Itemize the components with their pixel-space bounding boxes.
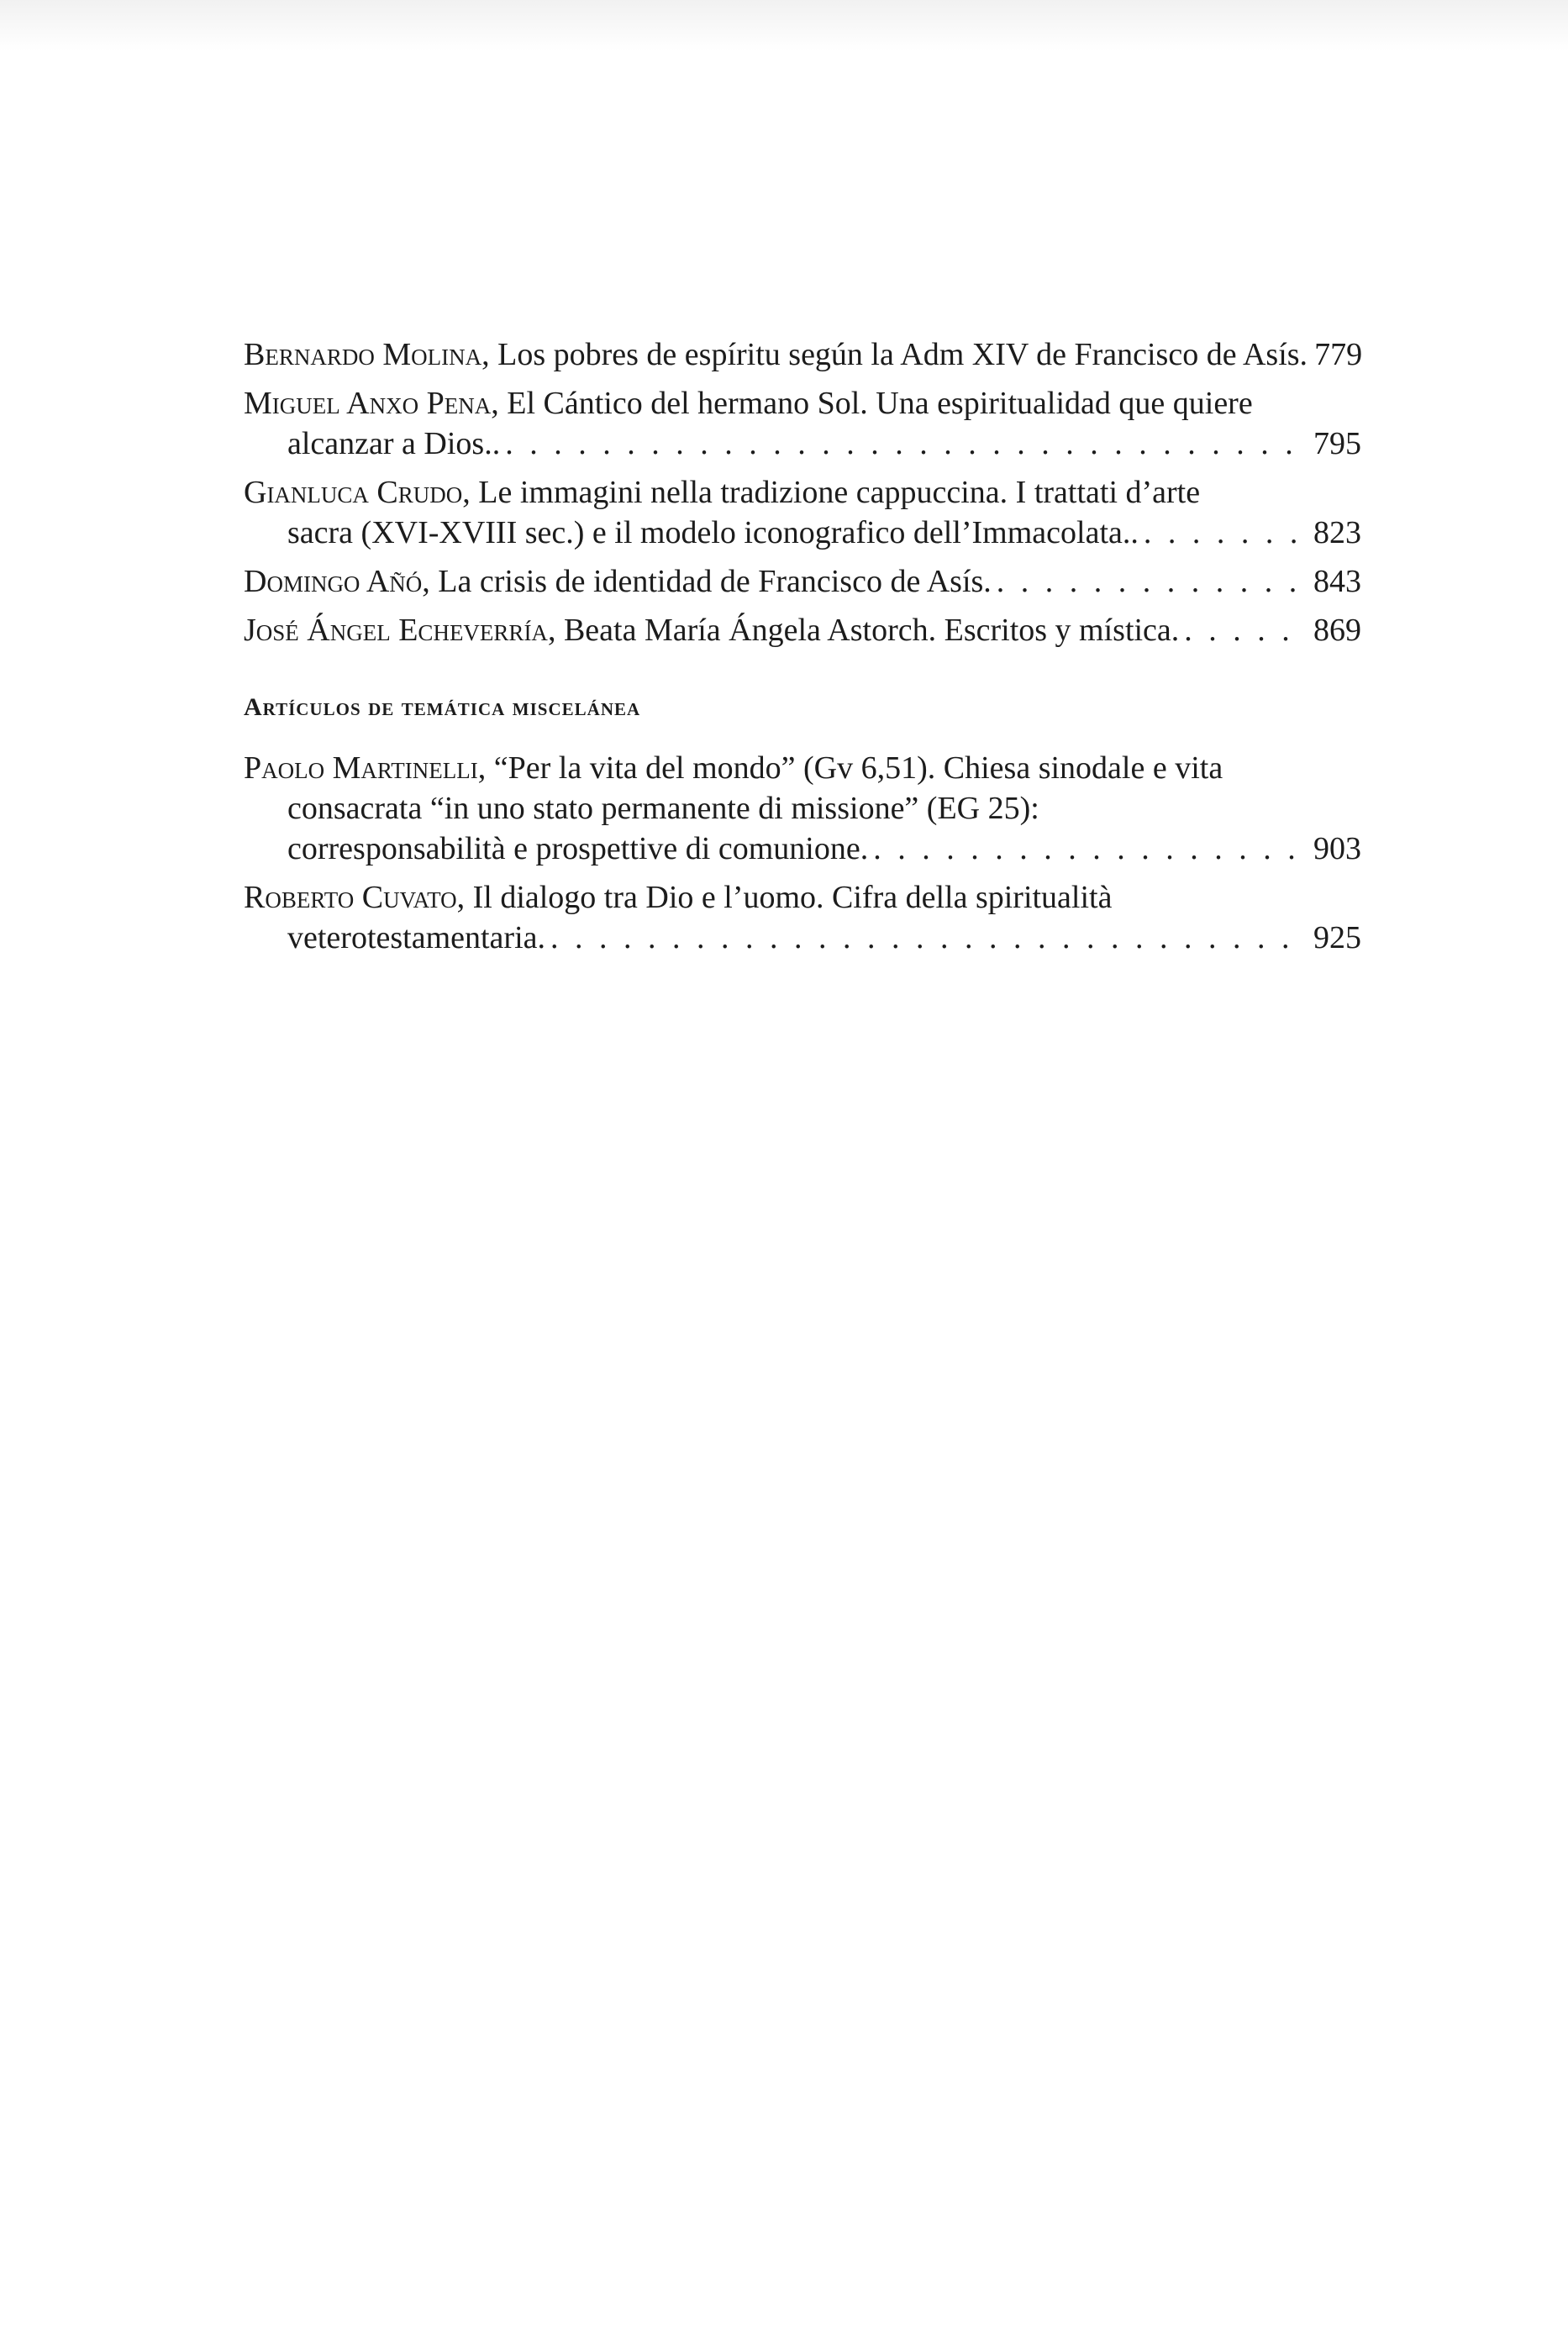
toc-title-continued: corresponsabilità e prospettive di comunione. [287,831,869,866]
toc-leader [997,561,1302,602]
toc-leader [873,829,1302,869]
table-of-contents [244,334,1361,966]
toc-page-number: 823 [1313,515,1361,550]
toc-entry: Bernardo Molina , Los pobres de espíritu según la Adm XIV de Francisco de Asís. 779 [244,334,1361,375]
toc-leader [1184,610,1302,650]
toc-page-number: 779 [1314,337,1363,372]
toc-page-number: 843 [1313,564,1361,599]
toc-author: Miguel Anxo Pena [244,386,492,421]
toc-page-number: 869 [1313,613,1361,648]
toc-title: Beata María Ángela Astorch. Escritos y mística. [563,613,1180,648]
toc-entry: Domingo Añó , La crisis de identidad de Francisco de Asís. . . . 843 [244,561,1361,602]
page-top-edge [0,0,1568,50]
toc-title: Le immagini nella tradizione cappuccina. I trattati d’arte [478,475,1201,510]
toc-title-continued: alcanzar a Dios.. [287,426,501,461]
toc-title: “Per la vita del mondo” (Gv 6,51). Chiesa sinodale e vita [493,750,1223,786]
toc-title: La crisis de identidad de Francisco de Asís. [438,564,992,599]
toc-author: José Ángel Echeverría [244,613,548,648]
toc-author: Paolo Martinelli [244,750,478,786]
toc-leader [550,918,1302,958]
toc-title-continued: sacra (XVI-XVIII sec.) e il modelo iconografico dell’Immacolata.. [287,515,1139,550]
toc-title: Il dialogo tra Dio e l’uomo. Cifra della spiritualità [472,880,1113,915]
section-heading: Artículos de temática miscelánea [244,693,641,721]
toc-page-number: 795 [1313,426,1361,461]
toc-title-continued: veterotestamentaria. [287,920,546,955]
toc-leader [1144,513,1302,553]
toc-entry: Paolo Martinelli , “Per la vita del mondo” (Gv 6,51). Chiesa sinodale e vita consacrata “in uno stato permanente di missione” (EG 25): corresponsabilità e prospettive di comunione. . . . 903 [244,748,1361,869]
toc-page-number: 925 [1313,920,1361,955]
toc-page-number: 903 [1313,831,1361,866]
toc-entry: Miguel Anxo Pena , El Cántico del hermano Sol. Una espiritualidad que quiere alcanzar a Dios.. . . . 795 [244,383,1361,464]
toc-author: Domingo Añó [244,564,423,599]
toc-author: Bernardo Molina [244,337,482,372]
toc-entry: Gianluca Crudo , Le immagini nella tradizione cappuccina. I trattati d’arte sacra (XVI-XVIII sec.) e il modelo iconografico dell’Immacolata.. . . . 823 [244,472,1361,553]
toc-author: Roberto Cuvato [244,880,457,915]
toc-title: Los pobres de espíritu según la Adm XIV de Francisco de Asís. [497,337,1308,372]
toc-entry: Roberto Cuvato , Il dialogo tra Dio e l’uomo. Cifra della spiritualità veterotestamentaria. . . . 925 [244,877,1361,958]
toc-leader [505,424,1302,464]
toc-entry: José Ángel Echeverría , Beata María Ángela Astorch. Escritos y mística. . . . 869 [244,610,1361,650]
toc-author: Gianluca Crudo [244,475,463,510]
toc-title: El Cántico del hermano Sol. Una espiritualidad que quiere [507,386,1253,421]
toc-title-continued: consacrata “in uno stato permanente di missione” (EG 25): [287,791,1039,826]
